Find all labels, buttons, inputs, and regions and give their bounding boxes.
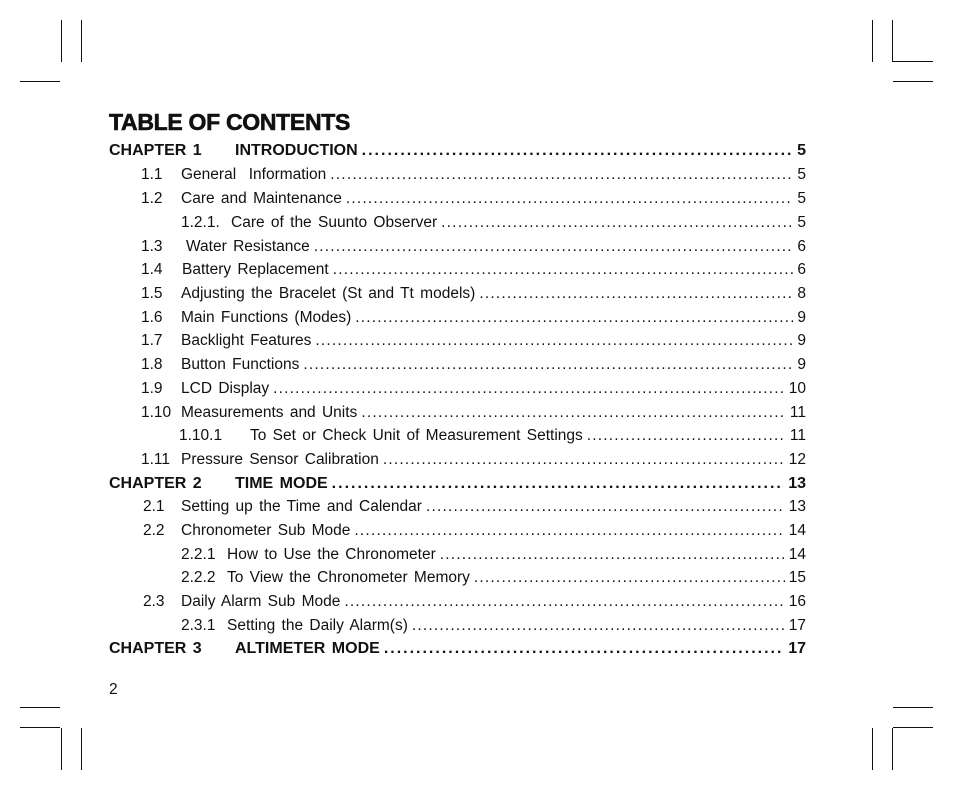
toc-entry-title: Setting the Daily Alarm(s)	[227, 617, 408, 634]
toc-entry-number: 2.2	[143, 522, 165, 539]
crop-mark-bottom-left-v1	[61, 728, 62, 770]
toc-entry-row[interactable]	[109, 350, 806, 374]
dot-leader	[344, 593, 784, 611]
dot-leader	[273, 380, 785, 398]
crop-mark-top-left-v2	[81, 20, 82, 62]
toc-entry-page: 9	[797, 332, 806, 349]
dot-leader	[330, 166, 793, 184]
crop-mark-bottom-left-h2	[20, 727, 60, 728]
toc-entry-number: 2.3	[143, 593, 165, 610]
toc-entry-page: 8	[797, 285, 806, 302]
dot-leader	[333, 261, 794, 279]
toc-entry-title: Adjusting the Bracelet (St and Tt models)	[181, 285, 476, 302]
toc-entry-number: 2.2.1	[181, 546, 216, 563]
toc-entry-number: 1.10	[141, 404, 172, 421]
crop-mark-bottom-left-h	[20, 707, 60, 708]
dot-leader	[361, 404, 786, 422]
toc-entry-row[interactable]	[109, 492, 806, 516]
toc-entry-row[interactable]	[109, 232, 806, 256]
page-title: TABLE OF CONTENTS	[109, 109, 351, 135]
toc-chapter-row[interactable]	[109, 634, 806, 658]
toc-entry-page: 5	[797, 166, 806, 183]
toc-entry-number: 1.5	[141, 285, 163, 302]
toc-entry-row[interactable]	[109, 303, 806, 327]
dot-leader	[315, 332, 793, 350]
toc-entry-number: 1.1	[141, 166, 163, 183]
crop-mark-top-right-h2	[893, 61, 933, 62]
toc-entry-title: Daily Alarm Sub Mode	[181, 593, 341, 610]
dot-leader	[355, 309, 793, 327]
toc-entry-row[interactable]	[109, 326, 806, 350]
toc-chapter-row[interactable]	[109, 136, 806, 160]
toc-entry-number: 1.7	[141, 332, 163, 349]
toc-entry-page: 14	[788, 546, 806, 563]
toc-entry-row[interactable]	[109, 160, 806, 184]
crop-mark-bottom-right-h2	[893, 727, 933, 728]
toc-entry-page: 6	[797, 238, 806, 255]
toc-entry-number: 2.3.1	[181, 617, 216, 634]
toc-entry-number: 1.4	[141, 261, 163, 278]
toc-entry-title: Pressure Sensor Calibration	[181, 451, 379, 468]
toc-entry-page: 12	[788, 451, 806, 468]
toc-entry-page: 6	[797, 261, 806, 278]
toc-entry-title: Main Functions (Modes)	[181, 309, 352, 326]
toc-entry-page: 14	[788, 522, 806, 539]
toc-entry-page: 13	[788, 498, 806, 515]
dot-leader	[362, 142, 793, 160]
crop-mark-top-left-v1	[61, 20, 62, 62]
crop-mark-top-left-h	[20, 81, 60, 82]
dot-leader	[354, 522, 784, 540]
toc-entry-page: 9	[797, 309, 806, 326]
toc-entry-number: 1.9	[141, 380, 163, 397]
dot-leader	[426, 498, 785, 516]
toc-entry-title: How to Use the Chronometer	[227, 546, 436, 563]
dot-leader	[384, 640, 784, 658]
toc-entry-title: To Set or Check Unit of Measurement Settings	[250, 427, 583, 444]
page-number: 2	[109, 681, 118, 698]
toc-entry-page: 17	[788, 640, 806, 657]
toc-entry-title: Measurements and Units	[181, 404, 358, 421]
toc-entry-row[interactable]	[109, 445, 806, 469]
toc-entry-title: Care and Maintenance	[181, 190, 342, 207]
toc-entry-number: 1.3	[141, 238, 163, 255]
toc-entry-number: CHAPTER 1	[109, 142, 202, 159]
toc-entry-page: 11	[789, 404, 806, 421]
dot-leader	[346, 190, 794, 208]
crop-mark-top-right-v2	[892, 20, 893, 62]
crop-mark-top-right-v1	[872, 20, 873, 62]
toc-entry-page: 11	[789, 427, 806, 444]
toc-entry-number: 1.11	[141, 451, 171, 468]
toc-entry-number: 1.6	[141, 309, 163, 326]
toc-entry-title: Care of the Suunto Observer	[231, 214, 438, 231]
toc-entry-number: 2.2.2	[181, 569, 216, 586]
crop-mark-bottom-right-v1	[872, 728, 873, 770]
toc-entry-page: 5	[797, 214, 806, 231]
toc-entry-number: CHAPTER 3	[109, 640, 202, 657]
toc-entry-page: 17	[788, 617, 806, 634]
toc-entry-row[interactable]	[109, 255, 806, 279]
toc-entry-number: 1.8	[141, 356, 163, 373]
dot-leader	[303, 356, 793, 374]
toc-entry-page: 5	[797, 190, 806, 207]
crop-mark-bottom-right-v2	[892, 728, 893, 770]
toc-entry-number: 1.2.1.	[181, 214, 220, 231]
toc-chapter-row[interactable]	[109, 469, 806, 493]
toc-entry-row[interactable]	[109, 208, 806, 232]
toc-entry-number: 1.10.1	[179, 427, 223, 444]
toc-entry-title: Button Functions	[181, 356, 300, 373]
toc-entry-title: Backlight Features	[181, 332, 312, 349]
dot-leader	[332, 475, 785, 493]
toc-entry-row[interactable]	[109, 421, 806, 445]
toc-entry-page: 10	[788, 380, 806, 397]
dot-leader	[587, 427, 786, 445]
toc-entry-title: INTRODUCTION	[235, 142, 358, 159]
toc-entry-title: To View the Chronometer Memory	[227, 569, 470, 586]
toc-entry-row[interactable]	[109, 279, 806, 303]
toc-entry-row[interactable]	[109, 563, 806, 587]
toc-entry-row[interactable]	[109, 374, 806, 398]
toc-entry-page: 16	[788, 593, 806, 610]
toc-entry-row[interactable]	[109, 611, 806, 635]
dot-leader	[383, 451, 785, 469]
dot-leader	[479, 285, 793, 303]
dot-leader	[441, 214, 793, 232]
toc-entry-title: General Information	[181, 166, 327, 183]
toc-entry-title: TIME MODE	[235, 475, 328, 492]
toc-entry-title: Battery Replacement	[182, 261, 329, 278]
crop-mark-bottom-right-h	[893, 707, 933, 708]
toc-entry-number: 1.2	[141, 190, 163, 207]
toc-entry-row[interactable]	[109, 398, 806, 422]
toc-entry-page: 9	[797, 356, 806, 373]
toc-entry-page: 13	[788, 475, 806, 492]
toc-entry-number: 2.1	[143, 498, 165, 515]
toc-entry-page: 5	[797, 142, 806, 159]
dot-leader	[314, 238, 794, 256]
toc-entry-title: Setting up the Time and Calendar	[181, 498, 422, 515]
toc-entry-title: Water Resistance	[186, 238, 310, 255]
dot-leader	[474, 569, 785, 587]
crop-mark-top-right-h	[893, 81, 933, 82]
toc-entry-page: 15	[788, 569, 806, 586]
toc-entry-row[interactable]	[109, 587, 806, 611]
toc-entry-row[interactable]	[109, 184, 806, 208]
crop-mark-bottom-left-v2	[81, 728, 82, 770]
dot-leader	[440, 546, 785, 564]
toc-entry-row[interactable]	[109, 516, 806, 540]
dot-leader	[412, 617, 785, 635]
toc-entry-number: CHAPTER 2	[109, 475, 202, 492]
toc-entry-row[interactable]	[109, 540, 806, 564]
toc-entry-title: Chronometer Sub Mode	[181, 522, 351, 539]
toc-entry-title: LCD Display	[181, 380, 270, 397]
toc-entry-title: ALTIMETER MODE	[235, 640, 380, 657]
